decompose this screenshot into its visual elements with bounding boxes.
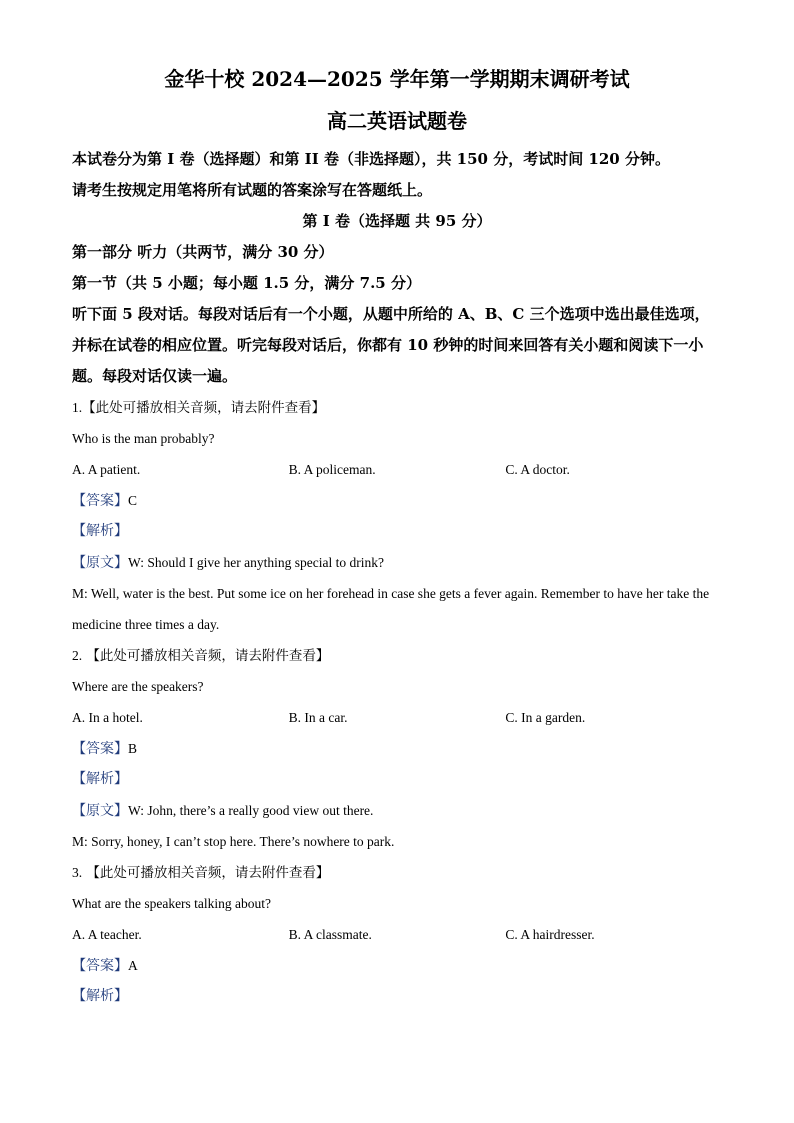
original-tag: 【原文】 (72, 555, 128, 571)
options-row (72, 702, 722, 733)
audio-note: 【此处可播放相关音频，请去附件查看】 (86, 865, 330, 881)
instruction-line-1: 本试卷分为第 I 卷（选择题）和第 II 卷（非选择题），共 150 分，考试时间 120 分钟。 (72, 150, 670, 168)
answer-line (72, 485, 722, 516)
transcript-line (72, 795, 722, 826)
question-text: What are the speakers talking about? (72, 896, 272, 911)
question-2 (72, 640, 722, 857)
question-header (72, 392, 722, 423)
answer-tag: 【答案】 (72, 741, 128, 757)
subpart-title: 第一节（共 5 小题；每小题 1.5 分，满分 7.5 分） (72, 274, 421, 292)
analysis-tag: 【解析】 (72, 771, 128, 787)
transcript-text: M: Sorry, honey, I can’t stop here. There’s nowhere to park. (72, 834, 395, 849)
question-text: Where are the speakers? (72, 679, 204, 694)
analysis-line (72, 516, 722, 547)
document-page (72, 66, 722, 1012)
option-b: B. A policeman. (288, 462, 376, 477)
option-c: C. A hairdresser. (505, 927, 595, 942)
transcript-text: M: Well, water is the best. Put some ice on her forehead in case she gets a fever again. Remember to have her take the medicine three times a day. (72, 586, 710, 632)
instruction-line-2: 请考生按规定用笔将所有试题的答案涂写在答题纸上。 (72, 181, 433, 199)
answer-tag: 【答案】 (72, 958, 128, 974)
question-3 (72, 857, 722, 1012)
option-a: A. In a hotel. (72, 710, 143, 725)
option-a: A. A teacher. (72, 927, 142, 942)
audio-note: 【此处可播放相关音频，请去附件查看】 (82, 400, 326, 416)
answer-tag: 【答案】 (72, 493, 128, 509)
question-number: 2. (72, 648, 83, 663)
question-header (72, 857, 722, 888)
analysis-tag: 【解析】 (72, 988, 128, 1004)
exam-subtitle: 高二英语试题卷 (327, 109, 467, 133)
options-row (72, 454, 722, 485)
exam-title: 金华十校 2024—2025 学年第一学期期末调研考试 (164, 67, 630, 91)
answer-value: C (128, 493, 138, 508)
option-a: A. A patient. (72, 462, 141, 477)
transcript-text: W: Should I give her anything special to drink? (128, 555, 384, 570)
section-title: 第 I 卷（选择题 共 95 分） (302, 212, 492, 230)
option-b: B. A classmate. (288, 927, 372, 942)
question-number: 3. (72, 865, 83, 880)
transcript-line (72, 547, 722, 578)
options-row (72, 919, 722, 950)
audio-note: 【此处可播放相关音频，请去附件查看】 (86, 648, 330, 664)
question-number: 1. (72, 400, 83, 415)
answer-line (72, 950, 722, 981)
question-header (72, 640, 722, 671)
option-b: B. In a car. (288, 710, 348, 725)
original-tag: 【原文】 (72, 803, 128, 819)
analysis-line (72, 981, 722, 1012)
answer-value: B (128, 741, 138, 756)
part-title: 第一部分 听力（共两节，满分 30 分） (72, 243, 334, 261)
analysis-tag: 【解析】 (72, 523, 128, 539)
listening-directions: 听下面 5 段对话。每段对话后有一个小题，从题中所给的 A、B、C 三个选项中选出最佳选项，并标在试卷的相应位置。听完每段对话后，你都有 10 秒钟的时间来回答有关小题和阅读下一小题。每段对话仅读一遍。 (72, 305, 710, 385)
option-c: C. In a garden. (505, 710, 586, 725)
question-text: Who is the man probably? (72, 431, 215, 446)
answer-line (72, 733, 722, 764)
transcript-text: W: John, there’s a really good view out there. (128, 803, 374, 818)
analysis-line (72, 764, 722, 795)
answer-value: A (128, 958, 138, 973)
option-c: C. A doctor. (505, 462, 570, 477)
question-1 (72, 392, 722, 640)
